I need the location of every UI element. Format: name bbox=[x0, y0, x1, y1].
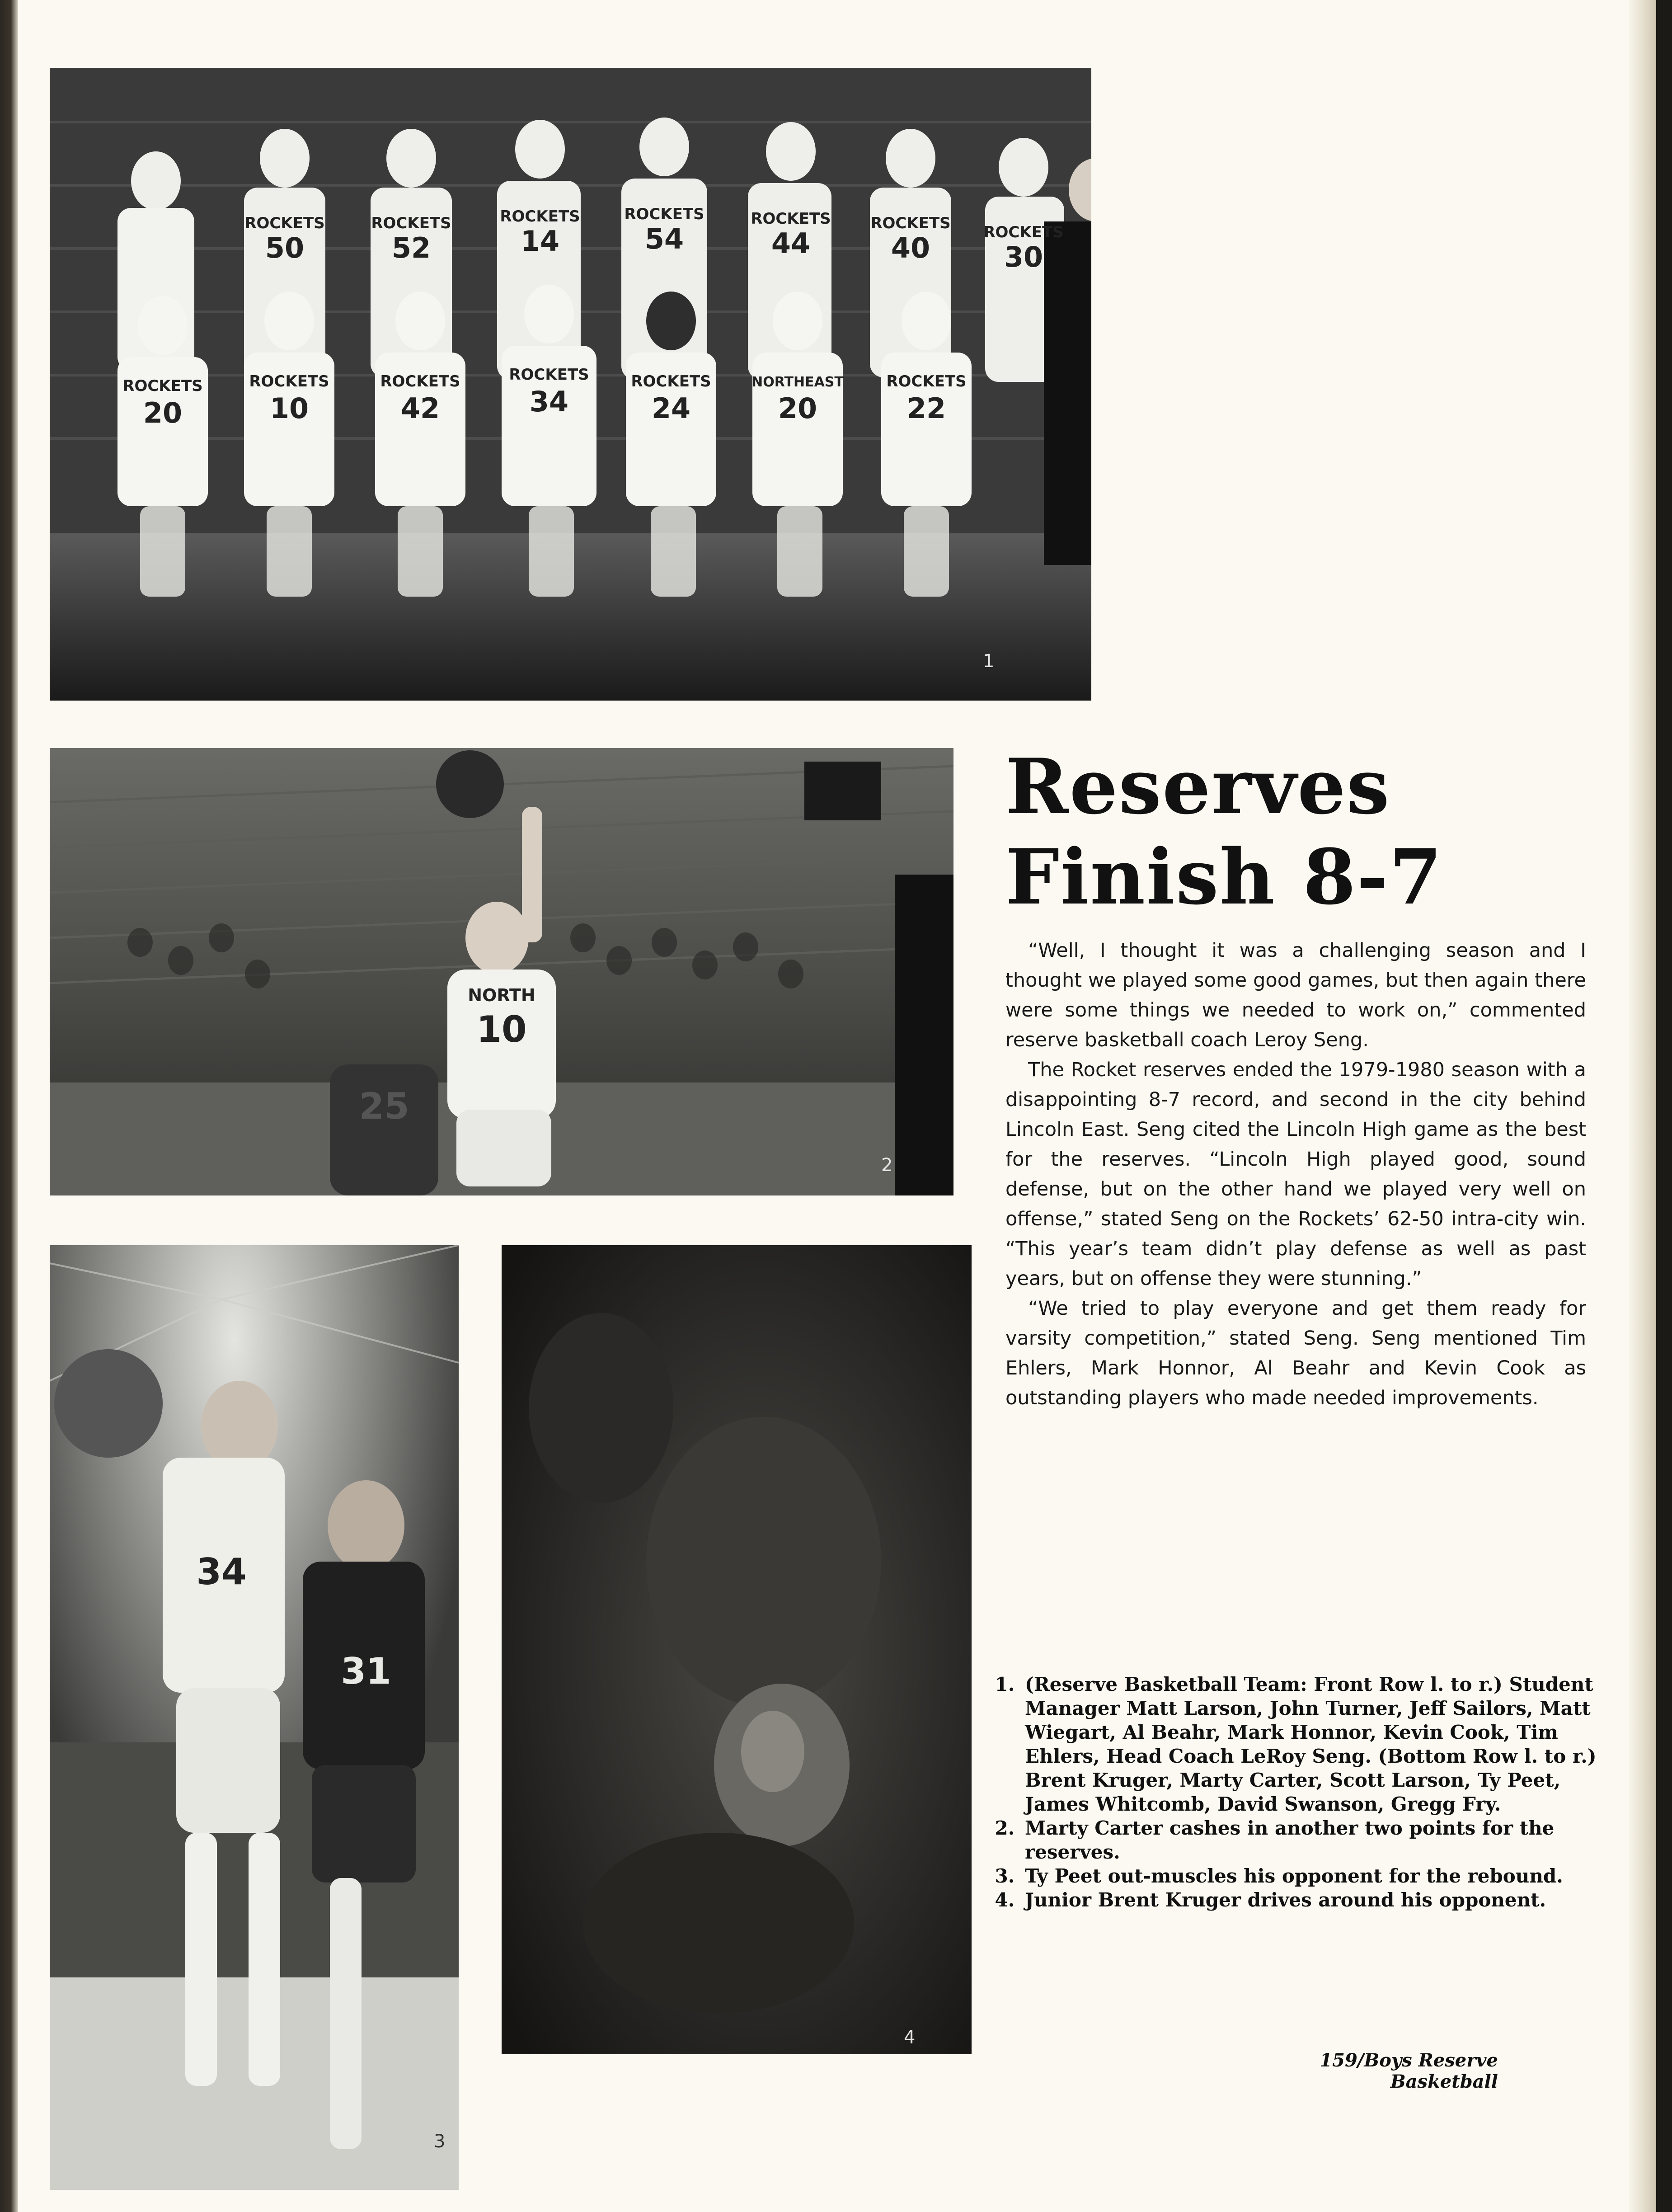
article-paragraph: “We tried to play everyone and get them ready for varsity competition,” stated Seng. Seng mentioned Tim Ehlers, Mark Honnor, Al Beahr and Kevin Cook as outstanding players who made needed improvements. bbox=[1005, 1297, 1586, 1409]
jersey-number: 50 bbox=[265, 231, 305, 264]
jersey-number: 22 bbox=[906, 392, 946, 425]
jersey-text: ROCKETS bbox=[983, 223, 1064, 241]
photo-number: 2 bbox=[881, 1155, 893, 1176]
jersey-text: ROCKETS bbox=[380, 372, 460, 391]
team-photo bbox=[50, 68, 1091, 701]
game-photo-jump-shot bbox=[50, 748, 953, 1195]
jersey-number: 30 bbox=[1004, 240, 1043, 273]
headline-line-1: Reserves bbox=[1005, 742, 1390, 831]
photo-number: 4 bbox=[904, 2027, 916, 2048]
jersey-number: 54 bbox=[644, 222, 684, 255]
jersey-text: ROCKETS bbox=[751, 210, 831, 228]
jersey-number: 20 bbox=[778, 392, 817, 425]
jersey-number: 31 bbox=[341, 1650, 391, 1692]
jersey-number: 20 bbox=[143, 396, 183, 429]
photo-number: 3 bbox=[434, 2131, 446, 2152]
page-folio: 159/Boys Reserve Basketball bbox=[1320, 2050, 1498, 2092]
headline-line-2: Finish 8-7 bbox=[1005, 832, 1443, 922]
jersey-text: ROCKETS bbox=[509, 366, 589, 384]
caption-item: 4. Junior Brent Kruger drives around his opponent. bbox=[1021, 1888, 1613, 1912]
page-edge bbox=[1629, 0, 1656, 2212]
jersey-number: 40 bbox=[891, 231, 930, 264]
article-body bbox=[1005, 936, 1586, 1413]
jersey-number: 25 bbox=[359, 1085, 409, 1127]
jersey-number: 10 bbox=[269, 392, 309, 425]
jersey-number: 42 bbox=[400, 392, 440, 425]
team-photo-jerseys bbox=[50, 68, 1091, 701]
game-photo-rebound-text bbox=[50, 1245, 459, 2190]
caption-item: 1. (Reserve Basketball Team: Front Row l. to r.) Student Manager Matt Larson, John Turner, Jeff Sailors, Matt Wiegart, Al Beahr, Mark Honnor, Kevin Cook, Tim Ehlers, Head Coach LeRoy Seng. (Bottom Row l. to r.) Brent Kruger, Marty Carter, Scott Larson, Ty Peet, James Whitcomb, David Swanson, Gregg Fry. bbox=[1021, 1672, 1613, 1816]
jersey-text: ROCKETS bbox=[886, 372, 967, 391]
binding-edge bbox=[0, 0, 18, 2212]
article-paragraph: The Rocket reserves ended the 1979-1980 season with a disappointing 8-7 record, and second in the city behind Lincoln East. Seng cited the Lincoln High game as the best for the reserves. “Lincoln High played good, sound defense, but on the other hand we played very well on offense,” stated Seng on the Rockets’ 62-50 intra-city win. “This year’s team didn’t play defense as well as past years, but on offense they were stunning.” bbox=[1005, 1059, 1586, 1290]
jersey-text: ROCKETS bbox=[624, 205, 704, 223]
jersey-text: ROCKETS bbox=[249, 372, 329, 391]
jersey-number: 52 bbox=[391, 231, 431, 264]
jersey-text: NORTH bbox=[468, 985, 535, 1005]
article-paragraph: “Well, I thought it was a challenging season and I thought we played some good games, but then again there were some things we needed to work on,” commented reserve basketball coach Leroy Seng. bbox=[1005, 939, 1586, 1051]
article-headline bbox=[1005, 741, 1593, 922]
jersey-number: 14 bbox=[520, 225, 560, 258]
caption-item: 3. Ty Peet out-muscles his opponent for the rebound. bbox=[1021, 1864, 1613, 1888]
photo-number: 1 bbox=[983, 651, 995, 672]
jersey-text: ROCKETS bbox=[244, 214, 325, 232]
jersey-number: 34 bbox=[196, 1551, 247, 1593]
jersey-number: 34 bbox=[529, 385, 569, 418]
jersey-text: ROCKETS bbox=[500, 207, 580, 226]
jersey-number: 44 bbox=[771, 227, 811, 260]
caption-item: 2. Marty Carter cashes in another two points for the reserves. bbox=[1021, 1816, 1613, 1864]
jersey-text: ROCKETS bbox=[371, 214, 451, 232]
jersey-text: NORTHEAST bbox=[751, 374, 844, 390]
game-photo-drive bbox=[502, 1245, 972, 2054]
jersey-number: 24 bbox=[651, 392, 691, 425]
game-photo-jump-shot-text bbox=[50, 748, 953, 1195]
jersey-text: ROCKETS bbox=[122, 377, 203, 395]
game-photo-drive-image bbox=[502, 1245, 972, 2054]
photo-captions bbox=[996, 1672, 1613, 1912]
jersey-number: 10 bbox=[476, 1008, 527, 1050]
jersey-text: ROCKETS bbox=[870, 214, 951, 232]
jersey-text: ROCKETS bbox=[631, 372, 711, 391]
game-photo-rebound bbox=[50, 1245, 459, 2190]
